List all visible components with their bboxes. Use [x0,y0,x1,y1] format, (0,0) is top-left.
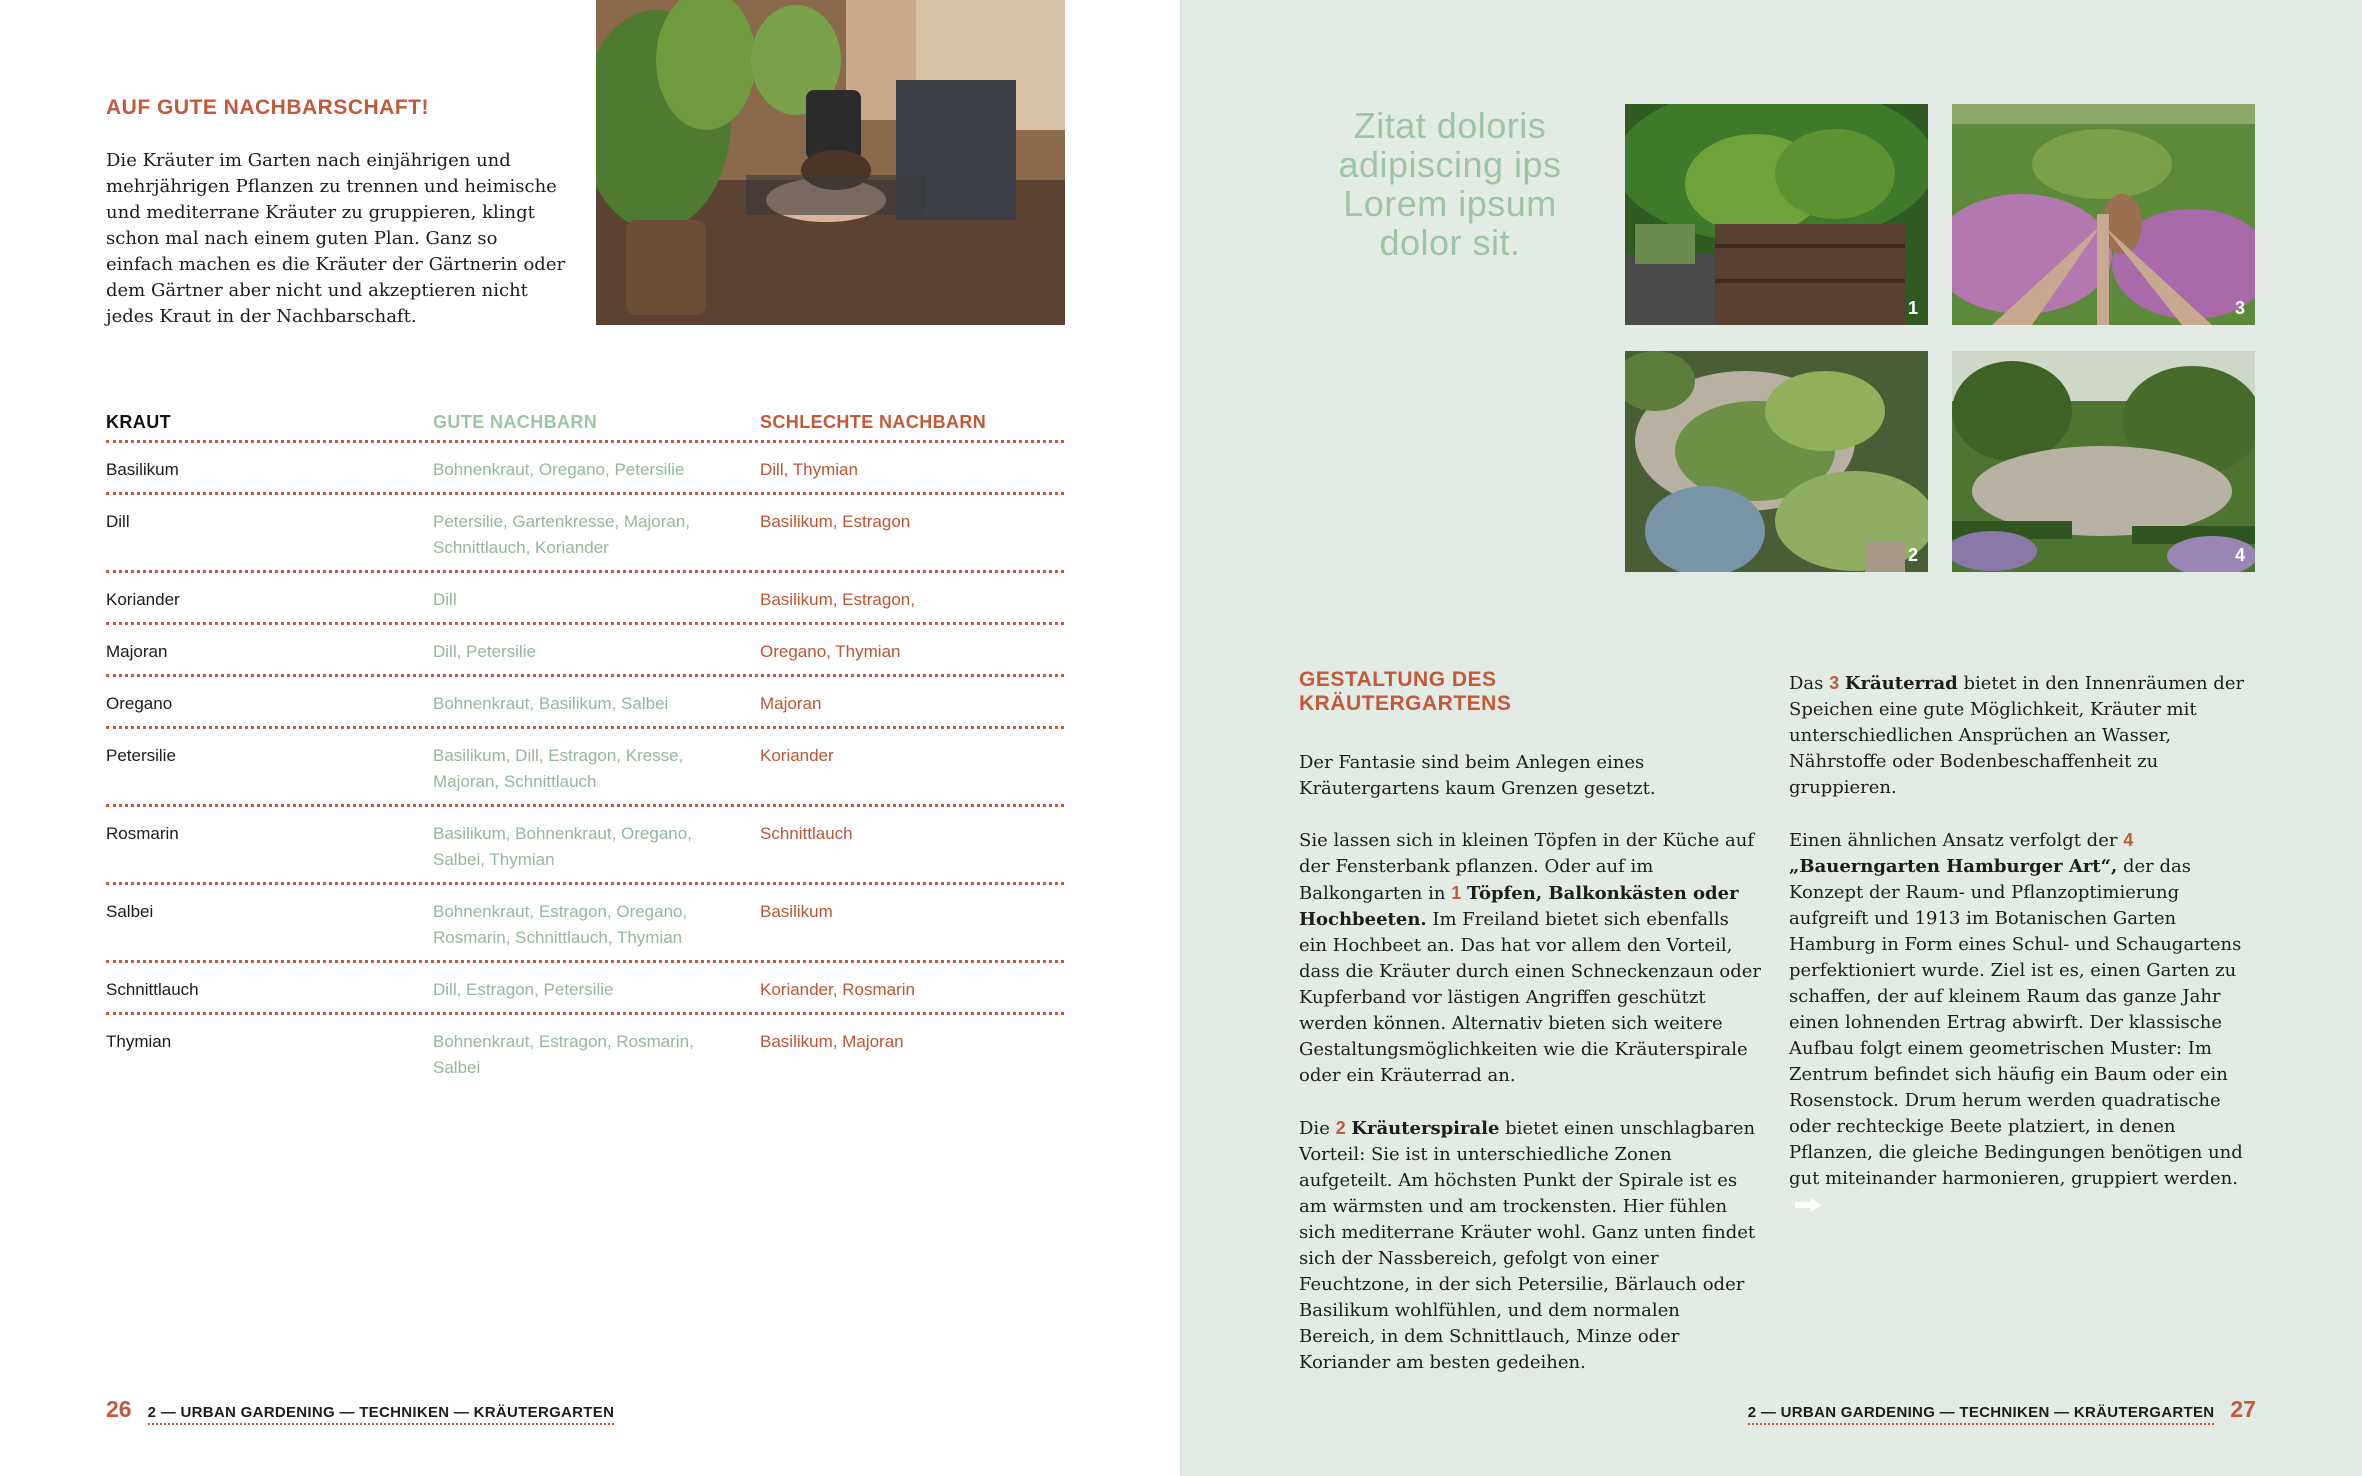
good-neighbors: Basilikum, Bohnenkraut, Oregano, Salbei, Thymian [433,824,692,869]
herb-name: Thymian [106,1032,172,1051]
body-column-left [1299,750,1761,1402]
table-row [106,443,1064,495]
photo-number-badge: 1 [1907,298,1918,318]
herb-neighbor-table [106,398,1064,1090]
good-neighbors: Basilikum, Dill, Estragon, Kresse, Majoran, Schnittlauch [433,746,684,791]
image-reference-number: 2 [1335,1118,1346,1138]
table-row [106,1015,1064,1090]
herb-name: Dill [106,512,130,531]
herb-wheel-photo [1952,104,2255,325]
good-neighbors: Dill [433,590,457,609]
table-row [106,573,1064,625]
gardener-planting-herbs-photo [596,0,1065,325]
reference-term: Kräuterrad [1844,673,1958,694]
page-number-left: 26 [106,1396,132,1422]
table-row [106,625,1064,677]
good-neighbors: Bohnenkraut, Estragon, Rosmarin, Salbei [433,1032,694,1077]
good-neighbors: Bohnenkraut, Estragon, Oregano, Rosmarin, Schnittlauch, Thymian [433,902,688,947]
arrow-right-icon [1795,1198,1821,1212]
section-heading-design: GESTALTUNG DES KRÄUTERGARTENS [1299,668,1512,715]
text-run: Die [1299,1118,1336,1139]
book-gutter [1180,0,1182,1476]
herb-spiral-photo [1625,351,1928,572]
body-paragraph [1299,1115,1761,1376]
bad-neighbors: Basilikum, Estragon [760,512,911,531]
bad-neighbors: Basilikum, Majoran [760,1032,904,1051]
text-run: Im Freiland bietet sich ebenfalls ein Hochbeet an. Das hat vor allem den Vorteil, dass die Kräuter durch einen Schneckenzaun oder Kupferband vor lästigen Angriffen geschützt werden können. Alternativ bieten sich weitere Gestaltungsmöglichkeiten wie die Kräuterspirale oder ein Kräuterrad an. [1299,909,1761,1086]
header-herb: KRAUT [106,412,171,432]
text-run: Das [1789,673,1830,694]
text-run: Sie lassen sich in kleinen Töpfen in der Küche auf der Fensterbank pflanzen. Oder auf im Balkongarten in [1299,830,1755,904]
text-run: bietet einen unschlagbaren Vorteil: Sie ist in unterschiedliche Zonen aufgeteilt. Am höchsten Punkt der Spirale ist es am wärmsten und am trockensten. Hier fühlen sich mediterrane Kräuter wohl. Ganz unten findet sich der Nassbereich, gefolgt von einer Feuchtzone, in der sich Petersilie, Bärlauch oder Basilikum wohlfühlen, und dem normalen Bereich, in dem Schnittlauch, Minze oder Koriander am besten gedeihen. [1299,1118,1756,1373]
table-row [106,807,1064,885]
header-good-neighbors: GUTE NACHBARN [433,412,598,432]
herb-name: Rosmarin [106,824,179,843]
body-paragraph [1789,670,2259,801]
good-neighbors: Petersilie, Gartenkresse, Majoran, Schnittlauch, Koriander [433,512,690,557]
herb-name: Basilikum [106,460,179,479]
text-run: Einen ähnlichen Ansatz verfolgt der [1789,830,2124,851]
herb-name: Schnittlauch [106,980,199,999]
running-head-right: 2 — URBAN GARDENING — TECHNIKEN — KRÄUTERGARTEN [1748,1404,2215,1425]
good-neighbors: Bohnenkraut, Basilikum, Salbei [433,694,669,713]
footer-right [1748,1396,2256,1425]
table-row [106,677,1064,729]
photo-number-badge: 3 [2234,298,2245,318]
table-header-row [106,398,1064,443]
bad-neighbors: Koriander, Rosmarin [760,980,915,999]
table-row [106,963,1064,1015]
pull-quote: Zitat doloris adipiscing ips Lorem ipsum dolor sit. [1338,105,1562,263]
body-paragraph: Der Fantasie sind beim Anlegen eines Kräutergartens kaum Grenzen gesetzt. [1299,752,1656,799]
reference-term: „Bauerngarten Hamburger Art“, [1789,856,2118,877]
herb-name: Salbei [106,902,154,921]
bad-neighbors: Dill, Thymian [760,460,858,479]
text-run: bietet in den Innenräumen der Speichen eine gute Möglichkeit, Kräuter mit unterschiedlichen Ansprüchen an Wasser, Nährstoffe oder Bodenbeschaffenheit zu gruppieren. [1789,673,2245,798]
bad-neighbors: Schnittlauch [760,824,853,843]
image-reference-number: 1 [1451,883,1462,903]
herb-name: Koriander [106,590,180,609]
running-head-left: 2 — URBAN GARDENING — TECHNIKEN — KRÄUTERGARTEN [148,1404,615,1425]
body-column-right [1789,670,2259,1244]
good-neighbors: Dill, Petersilie [433,642,536,661]
table-row [106,729,1064,807]
bad-neighbors: Basilikum [760,902,833,921]
good-neighbors: Dill, Estragon, Petersilie [433,980,614,999]
bad-neighbors: Koriander [760,746,834,765]
image-reference-number: 4 [2123,830,2134,850]
herb-name: Oregano [106,694,173,713]
herb-name: Petersilie [106,746,176,765]
photo-number-badge: 2 [1907,545,1918,565]
body-paragraph [1789,827,2259,1218]
bad-neighbors: Majoran [760,694,822,713]
footer-left [106,1396,614,1425]
farm-garden-photo [1952,351,2255,572]
reference-term: Kräuterspirale [1351,1118,1500,1139]
reference-term: Töpfen, Balkonkästen oder Hochbeeten. [1299,883,1739,930]
text-run: der das Konzept der Raum- und Pflanzoptimierung aufgreift und 1913 im Botanischen Garten Hamburg in Form eines Schul- und Schaugartens perfektioniert wurde. Ziel ist es, einen Garten zu schaffen, der auf kleinem Raum das ganze Jahr einen lohnenden Ertrag abwirft. Der klassische Aufbau folgt einem geometrischen Muster: Im Zentrum befindet sich häufig ein Baum oder ein Rosenstock. Drum herum werden quadratische oder rechteckige Beete platziert, in denen Pflanzen, die gleiche Bedingungen benötigen und gut miteinander harmonieren, gruppiert werden. [1789,856,2243,1189]
body-paragraph [1299,828,1761,1089]
page-number-right: 27 [2230,1396,2256,1422]
image-reference-number: 3 [1829,673,1840,693]
bad-neighbors: Basilikum, Estragon, [760,590,915,609]
good-neighbors: Bohnenkraut, Oregano, Petersilie [433,460,685,479]
table-row [106,495,1064,573]
section-heading-neighbors: AUF GUTE NACHBARSCHAFT! [106,96,429,119]
intro-paragraph: Die Kräuter im Garten nach einjährigen und mehrjährigen Pflanzen zu trennen und heimische und mediterrane Kräuter zu gruppieren, klingt schon mal nach einem guten Plan. Ganz so einfach machen es die Kräuter der Gärtnerin oder dem Gärtner aber nicht und akzeptieren nicht jedes Kraut in der Nachbarschaft. [106,150,566,327]
header-bad-neighbors: SCHLECHTE NACHBARN [760,412,987,432]
raised-bed-photo [1625,104,1928,325]
photo-number-badge: 4 [2234,545,2245,565]
bad-neighbors: Oregano, Thymian [760,642,901,661]
herb-name: Majoran [106,642,168,661]
table-row [106,885,1064,963]
